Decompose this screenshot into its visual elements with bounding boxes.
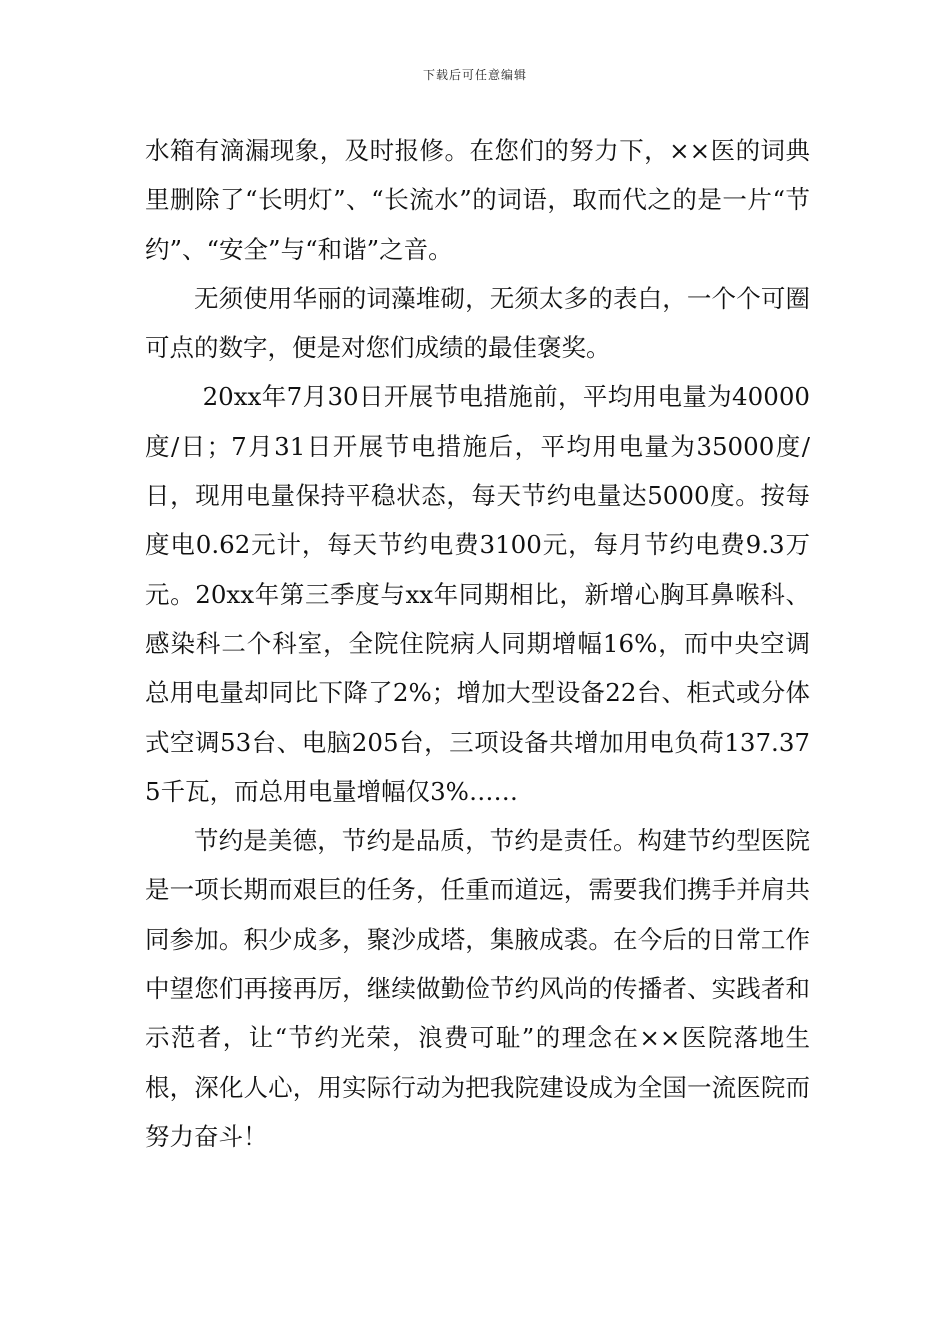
paragraph-2: 无须使用华丽的词藻堆砌，无须太多的表白，一个个可圈可点的数字，便是对您们成绩的最佳褒奖。 (145, 283, 810, 363)
paragraph-4: 节约是美德，节约是品质，节约是责任。构建节约型医院是一项长期而艰巨的任务，任重而道远，需要我们携手并肩共同参加。积少成多，聚沙成塔，集腋成裘。在今后的日常工作中望您们再接再厉，继续做勤俭节约风尚的传播者、实践者和示范者，让“节约光荣，浪费可耻”的理念在××医院落地生根，深化人心，用实际行动为把我院建设成为全国一流医院而努力奋斗！ (145, 826, 810, 1151)
paragraph-3: 20xx年7月30日开展节电措施前，平均用电量为40000度/日；7月31日开展节电措施后，平均用电量为35000度/日，现用电量保持平稳状态，每天节约电量达5000度。按每度电0.62元计，每天节约电费3100元，每月节约电费9.3万元。20xx年第三季度与xx年同期相比，新增心胸耳鼻喉科、感染科二个科室，全院住院病人同期增幅16%，而中央空调总用电量却同比下降了2%；增加大型设备22台、柜式或分体式空调53台、电脑205台，三项设备共增加用电负荷137.375千瓦，而总用电量增幅仅3%…… (145, 382, 810, 806)
document-body (145, 126, 810, 1161)
paragraph-1: 水箱有滴漏现象，及时报修。在您们的努力下，××医的词典里删除了“长明灯”、“长流水”的词语，取而代之的是一片“节约”、“安全”与“和谐”之音。 (145, 136, 810, 264)
header-note: 下载后可任意编辑 (422, 68, 527, 82)
